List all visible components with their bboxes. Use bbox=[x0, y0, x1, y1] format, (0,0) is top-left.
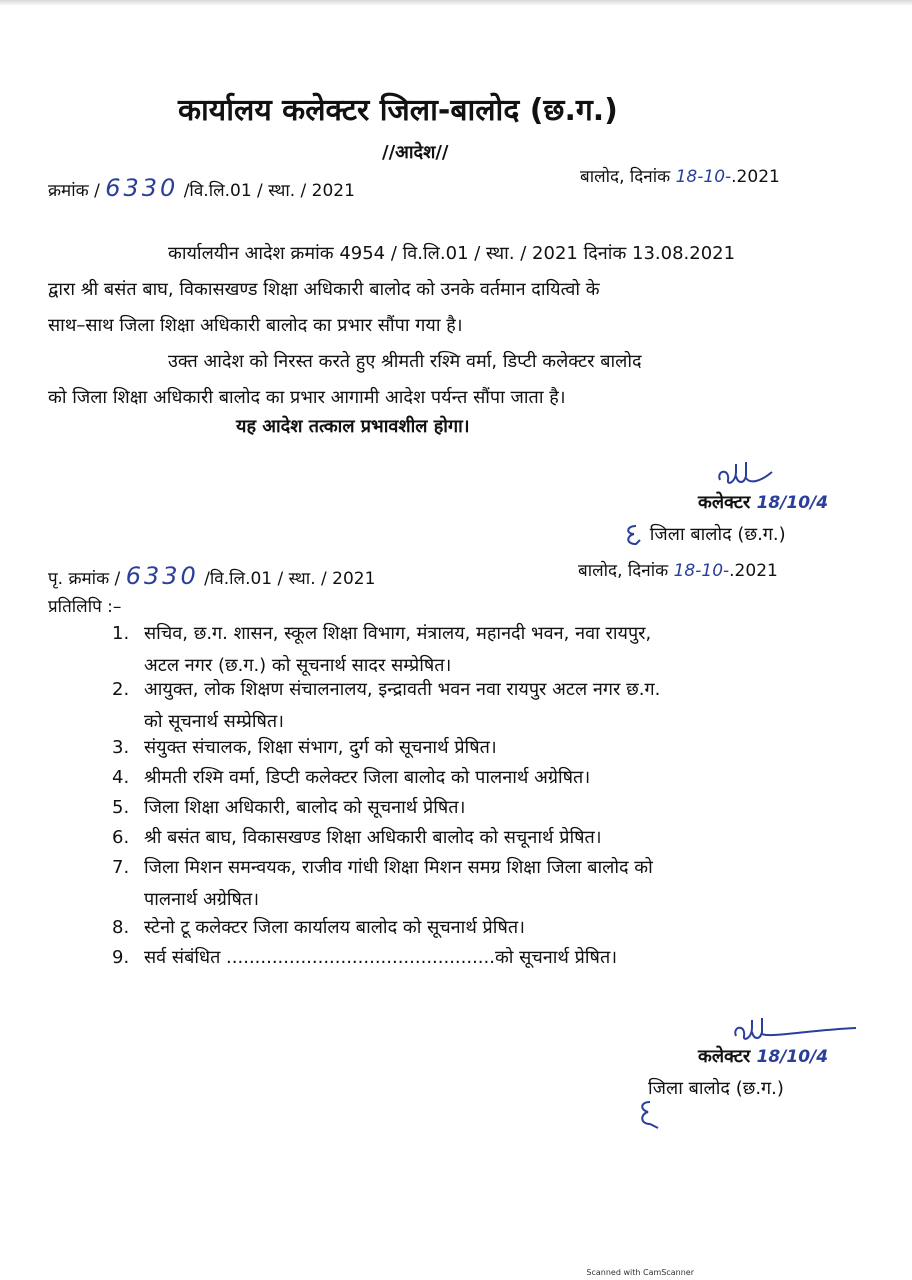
signature2-date-handwritten: 18/10/4 bbox=[756, 1047, 829, 1067]
list-item-line1: आयुक्त, लोक शिक्षण संचालनालय, इन्द्रावती भवन नवा रायपुर अटल नगर छ.ग. bbox=[144, 679, 661, 700]
para2-line2: को जिला शिक्षा अधिकारी बालोद का प्रभार आगामी आदेश पर्यन्त सौंपा जाता है। bbox=[48, 387, 566, 408]
page-top-edge bbox=[0, 0, 912, 6]
signature2-designation bbox=[698, 1044, 828, 1068]
copy-ref-date-handwritten: 18-10- bbox=[673, 561, 730, 581]
list-item-line2: अटल नगर (छ.ग.) को सूचनार्थ सादर सम्प्रेषित। bbox=[144, 655, 452, 676]
ref-prefix: क्रमांक / bbox=[48, 181, 100, 201]
scanner-watermark: Scanned with CamScanner bbox=[586, 1268, 694, 1277]
signature1-designation-text: कलेक्टर bbox=[698, 492, 751, 513]
ref-number-handwritten: 6330 bbox=[105, 174, 179, 202]
list-item-number: 1. bbox=[112, 623, 130, 644]
ref-date bbox=[580, 164, 780, 187]
list-item-line1: श्री बसंत बाघ, विकासखण्ड शिक्षा अधिकारी बालोद को सचूनार्थ प्रेषित। bbox=[144, 827, 602, 848]
list-item-number: 2. bbox=[112, 679, 130, 700]
list-item bbox=[112, 792, 465, 824]
list-item-number: 8. bbox=[112, 917, 130, 938]
list-item bbox=[112, 732, 497, 764]
list-item-line2: को सूचनार्थ सम्प्रेषित। bbox=[144, 711, 284, 732]
copy-ref-date bbox=[578, 558, 778, 581]
list-item-line1: सचिव, छ.ग. शासन, स्कूल शिक्षा विभाग, मंत्रालय, महानदी भवन, नवा रायपुर, bbox=[144, 623, 652, 644]
list-item bbox=[112, 618, 651, 682]
list-item-line2: पालनार्थ अग्रेषित। bbox=[144, 889, 260, 910]
list-item-number: 7. bbox=[112, 857, 130, 878]
para1-line1: कार्यालयीन आदेश क्रमांक 4954 / वि.लि.01 / स्था. / 2021 दिनांक 13.08.2021 bbox=[168, 243, 736, 264]
office-title: कार्यालय कलेक्टर जिला-बालोद (छ.ग.) bbox=[178, 93, 618, 128]
list-item-line1: श्रीमती रश्मि वर्मा, डिप्टी कलेक्टर जिला बालोद को पालनार्थ अग्रेषित। bbox=[144, 767, 591, 788]
copy-ref-date-year: .2021 bbox=[729, 561, 778, 581]
list-item bbox=[112, 942, 617, 974]
signature1-date-handwritten: 18/10/4 bbox=[756, 493, 829, 513]
initial-mark-icon bbox=[622, 522, 644, 548]
list-item-number: 9. bbox=[112, 947, 130, 968]
ref-date-year: .2021 bbox=[731, 167, 780, 187]
signature1-district bbox=[622, 522, 786, 548]
para1-line2: द्वारा श्री बसंत बाघ, विकासखण्ड शिक्षा अधिकारी बालोद को उनके वर्तमान दायित्वो के bbox=[48, 279, 600, 300]
ref-line bbox=[48, 174, 355, 202]
copy-ref-number-handwritten: 6330 bbox=[125, 562, 199, 590]
list-item-line1: सर्व संबंधित ...............................................को सूचनार्थ प्रेषित। bbox=[144, 947, 618, 968]
list-item bbox=[112, 852, 653, 916]
signature-scribble-1 bbox=[714, 458, 774, 490]
ref-suffix: /वि.लि.01 / स्था. / 2021 bbox=[183, 181, 355, 201]
list-item-number: 3. bbox=[112, 737, 130, 758]
list-item-line1: जिला मिशन समन्वयक, राजीव गांधी शिक्षा मिशन समग्र शिक्षा जिला बालोद को bbox=[144, 857, 653, 878]
effective-statement: यह आदेश तत्काल प्रभावशील होगा। bbox=[236, 416, 470, 437]
initial-mark-icon bbox=[634, 1098, 664, 1132]
copy-ref-suffix: /वि.लि.01 / स्था. / 2021 bbox=[204, 569, 376, 589]
para2-line1: उक्त आदेश को निरस्त करते हुए श्रीमती रश्मि वर्मा, डिप्टी कलेक्टर बालोद bbox=[168, 351, 642, 372]
signature2-district: जिला बालोद (छ.ग.) bbox=[648, 1078, 784, 1099]
list-item bbox=[112, 674, 660, 738]
list-item bbox=[112, 912, 525, 944]
copy-ref-prefix: पृ. क्रमांक / bbox=[48, 569, 121, 589]
signature-scribble-2 bbox=[730, 1016, 860, 1046]
signature1-designation bbox=[698, 490, 828, 514]
copy-ref-line bbox=[48, 562, 375, 590]
ref-date-label: बालोद, दिनांक bbox=[580, 167, 671, 187]
ref-date-handwritten: 18-10- bbox=[675, 167, 732, 187]
list-item-number: 5. bbox=[112, 797, 130, 818]
order-heading: //आदेश// bbox=[382, 142, 449, 163]
list-item bbox=[112, 762, 590, 794]
para1-line3: साथ–साथ जिला शिक्षा अधिकारी बालोद का प्रभार सौंपा गया है। bbox=[48, 315, 463, 336]
list-item bbox=[112, 822, 602, 854]
list-item-number: 6. bbox=[112, 827, 130, 848]
list-item-line1: संयुक्त संचालक, शिक्षा संभाग, दुर्ग को सूचनार्थ प्रेषित। bbox=[144, 737, 497, 758]
list-item-line1: स्टेनो टू कलेक्टर जिला कार्यालय बालोद को सूचनार्थ प्रेषित। bbox=[144, 917, 525, 938]
list-item-number: 4. bbox=[112, 767, 130, 788]
signature1-district-text: जिला बालोद (छ.ग.) bbox=[649, 524, 786, 545]
copy-to-label: प्रतिलिपि :– bbox=[48, 597, 122, 617]
list-item-line1: जिला शिक्षा अधिकारी, बालोद को सूचनार्थ प्रेषित। bbox=[144, 797, 466, 818]
copy-ref-date-label: बालोद, दिनांक bbox=[578, 561, 669, 581]
signature2-designation-text: कलेक्टर bbox=[698, 1046, 751, 1067]
